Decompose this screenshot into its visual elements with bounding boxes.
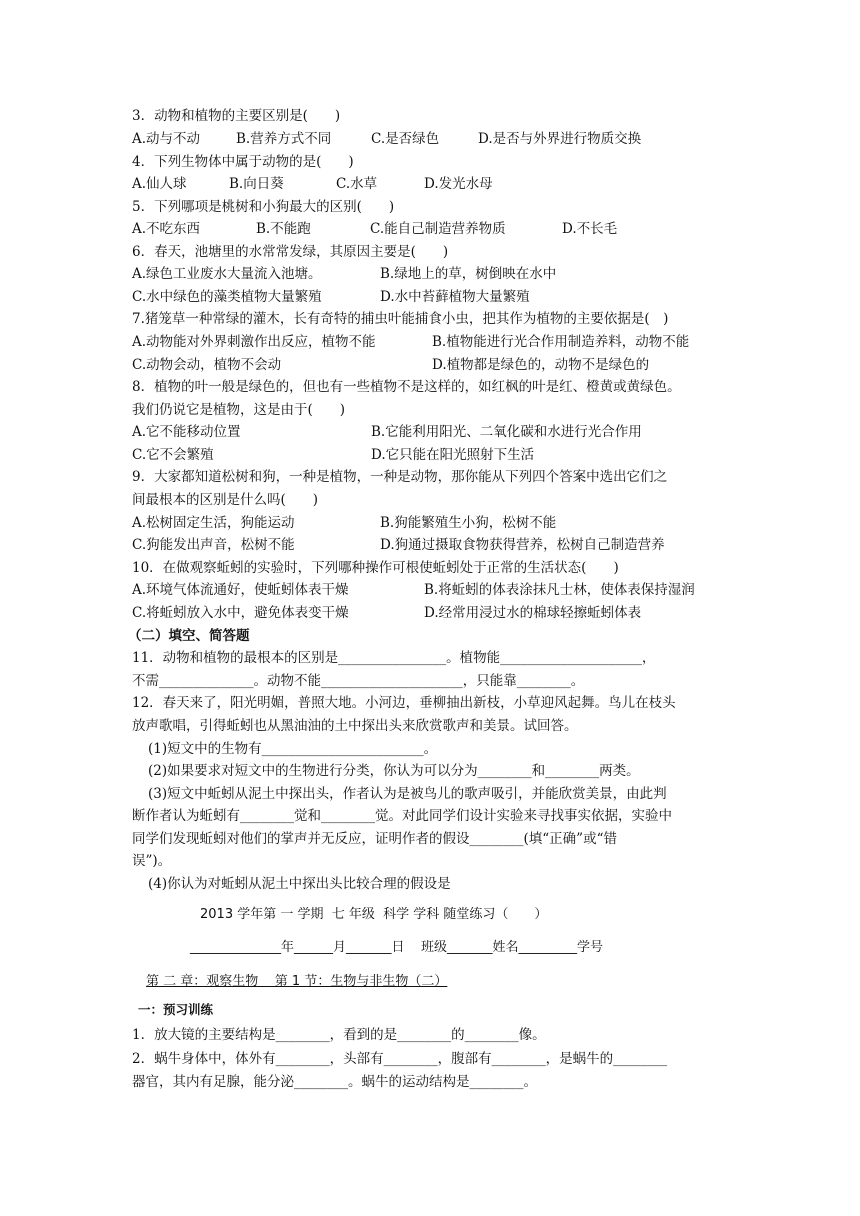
option: C.能自己制造营养物质 — [370, 221, 506, 237]
option: A.环境气体流通好，使蚯蚓体表干燥 — [132, 582, 349, 598]
question-11-line2: 不需______________。动物不能_____________________，只能靠________。 — [132, 673, 585, 689]
question-8: 8．植物的叶一般是绿色的，但也有一些植物不是这样的，如红枫的叶是红、橙黄或黄绿色。 — [132, 379, 681, 395]
option: B.绿地上的草，树倒映在水中 — [380, 266, 557, 282]
question-7: 7.猪笼草一种常绿的灌木，长有奇特的捕虫叶能捕食小虫，把其作为植物的主要依据是( ) — [132, 311, 669, 327]
option: D.是否与外界进行物质交换 — [478, 131, 642, 147]
option: A.不吃东西 — [132, 221, 201, 237]
option: C.水草 — [336, 176, 378, 192]
option: B.不能跑 — [256, 221, 311, 237]
question-12-sub2: (2)如果要求对短文中的生物进行分类，你认为可以分为________和________两类。 — [148, 763, 640, 779]
option: B.向日葵 — [229, 176, 284, 192]
question-9: 9．大家都知道松树和狗，一种是植物，一种是动物，那你能从下列四个答案中选出它们之 — [132, 469, 668, 485]
option: B.营养方式不同 — [236, 131, 332, 147]
question-10: 10．在做观察蚯蚓的实验时，下列哪种操作可根使蚯蚓处于正常的生活状态( ) — [132, 560, 619, 576]
question-6: 6．春天，池塘里的水常常发绿，其原因主要是( ) — [132, 244, 449, 260]
question-12-sub1: (1)短文中的生物有________________________。 — [148, 741, 438, 757]
question-12-sub3a: (3)短文中蚯蚓从泥土中探出头，作者认为是被鸟儿的歌声吸引，并能欣赏美景，由此判 — [148, 786, 667, 802]
section-title-preview: 一：预习训练 — [138, 1002, 214, 1017]
question-4: 4．下列生物体中属于动物的是( ) — [132, 154, 354, 170]
option: D.发光水母 — [424, 176, 493, 192]
option: B.将蚯蚓的体表涂抹凡士林，使体表保持湿润 — [424, 582, 695, 598]
preview-question-2-line2: 器官，其内有足腺，能分泌________。蜗牛的运动结构是________。 — [132, 1074, 537, 1090]
option: A.动物能对外界刺激作出反应，植物不能 — [132, 334, 376, 350]
question-12-line2: 放声歌唱，引得蚯蚓也从黑油油的土中探出头来欣赏歌声和美景。试回答。 — [132, 718, 578, 734]
option: C.狗能发出声音，松树不能 — [132, 537, 295, 553]
question-12-line1: 12．春天来了，阳光明媚，普照大地。小河边，垂柳抽出新枝，小草迎风起舞。鸟儿在枝头 — [132, 695, 676, 711]
question-12-sub3b: 断作者认为蚯蚓有________觉和________觉。对此同学们设计实验来寻找事实依据，实验中 — [132, 808, 672, 824]
option: C.它不会繁殖 — [132, 447, 214, 463]
question-3: 3．动物和植物的主要区别是( ) — [132, 108, 341, 124]
option: D.植物都是绿色的，动物不是绿色的 — [432, 357, 650, 373]
option: C.是否绿色 — [371, 131, 440, 147]
option: B.狗能繁殖生小狗，松树不能 — [380, 515, 557, 531]
preview-question-1: 1．放大镜的主要结构是________，看到的是________的________像。 — [132, 1027, 546, 1043]
option: B.它能利用阳光、二氧化碳和水进行光合作用 — [371, 424, 642, 440]
option: A.绿色工业废水大量流入池塘。 — [132, 266, 322, 282]
option: D.水中苔藓植物大量繁殖 — [380, 289, 530, 305]
option: D.不长毛 — [562, 221, 618, 237]
question-5: 5．下列哪项是桃树和小狗最大的区别( ) — [132, 199, 395, 215]
worksheet-header: 2013 学年第 一 学期 七 年级 科学 学科 随堂练习（ ） — [200, 907, 548, 922]
option: A.仙人球 — [132, 176, 187, 192]
preview-question-2-line1: 2．蜗牛身体中，体外有________，头部有________，腹部有________，是蜗牛的________ — [132, 1051, 668, 1067]
option: D.经常用浸过水的棉球轻擦蚯蚓体表 — [424, 605, 642, 621]
question-12-sub3c: 同学们发现蚯蚓对他们的掌声并无反应，证明作者的假设________(填“正确”或“错 — [132, 831, 617, 847]
option: A.松树固定生活，狗能运动 — [132, 515, 295, 531]
date-class-name-line: ______________年______月_______日 班级_______姓名_________学号 — [190, 940, 604, 955]
option: A.动与不动 — [132, 131, 201, 147]
option: C.水中绿色的藻类植物大量繁殖 — [132, 289, 322, 305]
option: A.它不能移动位置 — [132, 424, 241, 440]
option: B.植物能进行光合作用制造养料，动物不能 — [432, 334, 690, 350]
option: D.狗通过摄取食物获得营养，松树自己制造营养 — [380, 537, 665, 553]
question-11-line1: 11．动物和植物的最根本的区别是________________。植物能_____________________， — [132, 650, 656, 666]
option: C.将蚯蚓放入水中，避免体表变干燥 — [132, 605, 349, 621]
question-12-sub3d: 误”)。 — [132, 853, 172, 869]
chapter-section-line: 第 二 章：观察生物 第 1 节：生物与非生物（二） — [146, 974, 448, 989]
question-9-cont: 间最根本的区别是什么吗( ) — [132, 492, 319, 508]
option: C.动物会动，植物不会动 — [132, 357, 282, 373]
question-8-cont: 我们仍说它是植物，这是由于( ) — [132, 402, 346, 418]
section-title-fill-in: （二）填空、简答题 — [128, 628, 250, 644]
question-12-sub4: (4)你认为对蚯蚓从泥土中探出头比较合理的假设是 — [148, 876, 451, 892]
option: D.它只能在阳光照射下生活 — [371, 447, 535, 463]
